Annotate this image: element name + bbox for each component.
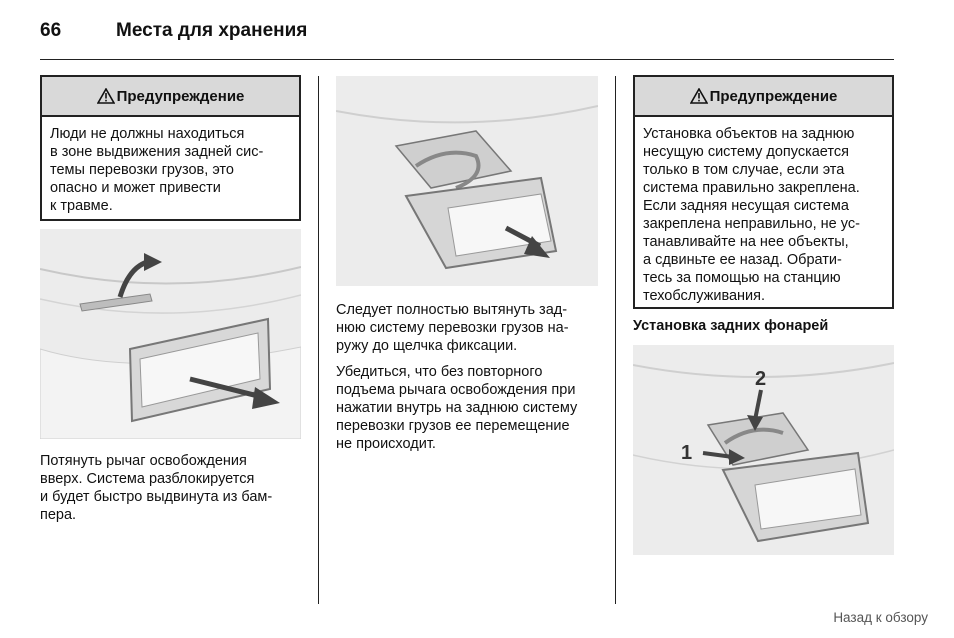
text-line: перевозки грузов ее перемещение [336, 418, 570, 434]
section-heading: Установка задних фонарей [633, 318, 829, 334]
warning-box-right [633, 75, 894, 309]
warning-line: а сдвиньте ее назад. Обрати- [643, 252, 842, 268]
warning-line: Люди не должны находиться [50, 126, 245, 142]
illustration-tail-light-install [633, 345, 894, 555]
paragraph-col2 [336, 301, 608, 461]
warning-text [42, 117, 299, 223]
warning-triangle-icon [690, 88, 708, 104]
warning-line: техобслуживания. [643, 288, 766, 304]
column-divider-1 [318, 76, 319, 604]
warning-line: опасно и может привести [50, 180, 221, 196]
warning-line: только в том случае, если эта [643, 162, 845, 178]
warning-line: танавливайте на нее объекты, [643, 234, 849, 250]
text-line: нюю систему перевозки грузов на- [336, 320, 569, 336]
warning-line: система правильно закреплена. [643, 180, 860, 196]
warning-line: к травме. [50, 198, 113, 214]
page-number: 66 [40, 20, 62, 41]
warning-title: Предупреждение [709, 87, 838, 105]
warning-line: Если задняя несущая система [643, 198, 849, 214]
warning-header [42, 77, 299, 117]
paragraph-col1 [40, 452, 310, 524]
text-line: Потянуть рычаг освобождения [40, 453, 247, 469]
warning-title: Предупреждение [116, 87, 245, 105]
back-to-overview-link[interactable]: Назад к обзору [833, 610, 928, 625]
warning-line: закреплена неправильно, не ус- [643, 216, 860, 232]
illustration-release-lever [40, 229, 301, 439]
text-line: и будет быстро выдвинута из бам- [40, 489, 273, 505]
warning-line: тесь за помощью на станцию [643, 270, 841, 286]
warning-box-left [40, 75, 301, 221]
text-line: ружу до щелчка фиксации. [336, 338, 518, 354]
text-line: подъема рычага освобождения при [336, 382, 576, 398]
text-line: вверх. Система разблокируется [40, 471, 255, 487]
warning-header [635, 77, 892, 117]
header-divider [40, 59, 894, 60]
callout-2: 2 [755, 368, 767, 390]
illustration-pull-out-carrier [336, 76, 598, 286]
text-line: Следует полностью вытянуть зад- [336, 302, 568, 318]
text-line: не происходит. [336, 436, 436, 452]
text-line: Убедиться, что без повторного [336, 364, 543, 380]
callout-1: 1 [681, 442, 693, 464]
warning-text [635, 117, 892, 313]
text-line: нажатии внутрь на заднюю систему [336, 400, 578, 416]
warning-line: в зоне выдвижения задней сис- [50, 144, 264, 160]
text-line: пера. [40, 507, 77, 523]
warning-line: несущую систему допускается [643, 144, 849, 160]
page-title: Места для хранения [116, 20, 308, 41]
warning-line: темы перевозки грузов, это [50, 162, 234, 178]
warning-line: Установка объектов на заднюю [643, 126, 855, 142]
column-divider-2 [615, 76, 616, 604]
warning-triangle-icon [97, 88, 115, 104]
